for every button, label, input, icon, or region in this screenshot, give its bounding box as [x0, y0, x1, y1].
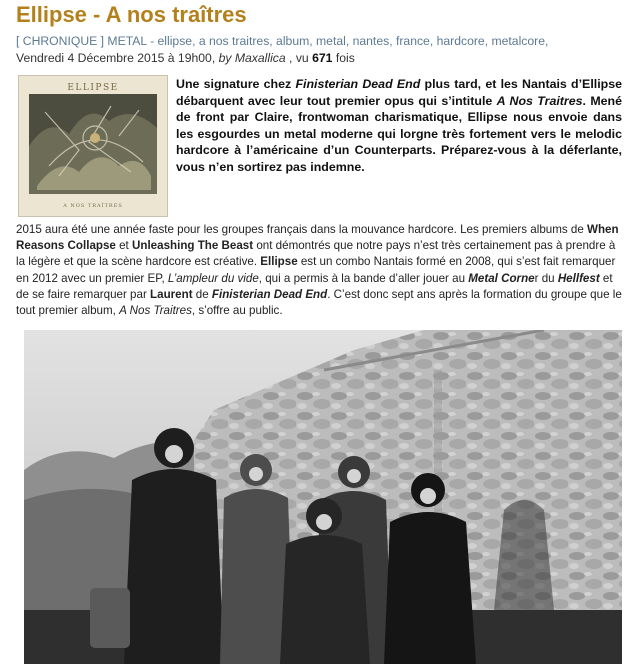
festival-name: Hellfest: [557, 271, 600, 285]
label-name: Finisterian Dead End: [211, 287, 328, 301]
author-link[interactable]: Maxallica: [234, 51, 286, 65]
category-link[interactable]: [ CHRONIQUE ] METAL: [16, 34, 147, 48]
cover-album-caption: A NOS TRAÎTRES: [63, 203, 123, 209]
band-link: When Reasons Collapse: [16, 223, 619, 253]
person-name: Laurent: [150, 287, 193, 301]
by-label: by: [218, 51, 232, 65]
album-cover-art: [19, 76, 167, 216]
article-categories: [16, 33, 548, 49]
band-link: Unleashing The Beast: [132, 239, 254, 253]
publish-date: Vendredi 4 Décembre 2015 à 19h00,: [16, 51, 219, 65]
album-cover[interactable]: [18, 75, 168, 217]
view-count: 671: [312, 51, 333, 65]
label-name: Finisterian Dead End: [295, 77, 421, 91]
ep-title: L’ampleur du vide: [167, 271, 259, 285]
cover-band-logo: ELLIPSE: [67, 83, 119, 93]
venue-name: Metal Corne: [468, 271, 535, 285]
article-intro: Une signature chez Finisterian Dead End plus tard, et les Nantais d’Ellipse débarquent avec leur tout premier opus qui s’intitule A Nos Traitres. Mené de front par Claire, frontwoman charismatique, Ellipse nous envoie dans les esgourdes un metal moderne qui lorgne très fortement vers le melodic hardcore à l’américaine d’un Counterparts. Préparez-vous à la déferlante, vous n’en sortirez pas indemne.: [176, 77, 623, 174]
album-name: A Nos Traitres: [119, 304, 192, 318]
band-name: Ellipse: [260, 255, 298, 269]
album-name: A Nos Traitres: [496, 93, 583, 108]
band-photo-image: [24, 330, 622, 664]
tag-list[interactable]: - ellipse, a nos traitres, album, metal, nantes, france, hardcore, metalcore,: [146, 34, 549, 48]
band-photo[interactable]: [24, 330, 622, 664]
article-body: 2015 aura été une année faste pour les groupes français dans la mouvance hardcore. Les premiers albums de When Reasons Collapse et Unleashing The Beast ont démontrés que notre pays n’est très certainement pas à prendre à la légère et que la scène hardcore est créative. Ellipse est un combo Nantais formé en 2008, qui s’est fait remarquer en 2012 avec un premier EP, L’ampleur du vide, qui a permis à la bande d’aller jouer au Metal Corner du Hellfest et de se faire remarquer par Laurent de Finisterian Dead End. C’est donc sept ans après la formation du groupe que le tout premier album, A Nos Traitres, s’offre au public.: [16, 223, 622, 318]
article-title: Ellipse - A nos traîtres: [16, 2, 247, 27]
article-meta: Vendredi 4 Décembre 2015 à 19h00, by Maxallica , vu 671 fois: [16, 51, 355, 65]
